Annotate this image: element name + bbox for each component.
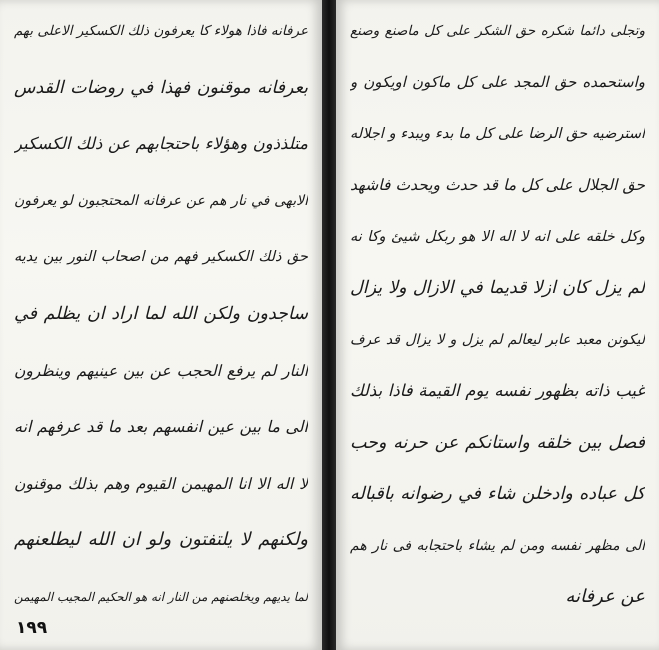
text-line: النار لم يرفع الحجب عن بين عينيهم وينظرون xyxy=(14,361,308,380)
text-line: الى مظهر نفسه ومن لم یشاء باحتجابه فی نار هم xyxy=(350,537,645,554)
right-page-text-block xyxy=(350,18,645,610)
text-line: بعرفانه موقنون فهذا في روضات القدس xyxy=(14,77,308,98)
book-gutter xyxy=(322,0,336,650)
text-line: فصل بین خلقه واستانکم عن حرنه وحب xyxy=(350,432,645,453)
text-line: ولکنهم لا يلتفتون ولو ان الله ليطلعنهم xyxy=(14,529,308,551)
left-page-text-block xyxy=(14,18,308,610)
text-line: متلذذون وهؤلاء باحتجابهم عن ذلك الکسکیر xyxy=(14,134,308,154)
text-line: عن عرفانه xyxy=(565,585,645,607)
text-line: حق الجلال علی کل ما قد حدث ویحدث فاشهد xyxy=(350,176,645,195)
text-line: لا اله الا انا المهيمن القيوم وهم بذلك موقنون xyxy=(14,474,308,493)
right-page xyxy=(336,0,659,650)
text-line: حق ذلك الکسکیر فهم من اصحاب النور بين يديه xyxy=(14,249,308,266)
text-line: لم یزل کان ازلا قدیما في الازال ولا یزال xyxy=(350,278,645,299)
text-line: واستحمده حق المجد علی کل ماکون اویکون و xyxy=(350,73,645,92)
folio-number: ١٩٩ xyxy=(16,618,48,638)
text-line: عرفانه فاذا هولاء کا یعرفون ذلك الکسکیر الاعلی بهم xyxy=(14,23,308,39)
text-line: الابهی في نار هم عن عرفانه المحتجبون لو يعرفون xyxy=(14,192,308,209)
text-line: وتجلی دائما شکره حق الشکر على كل ماصنع وصنع xyxy=(350,23,645,39)
text-line: لیکونن معبد عابر ليعالم لم یزل و لا یزال قد عرف xyxy=(350,331,645,348)
left-page xyxy=(0,0,322,650)
text-line: غیب ذاته بظهور نفسه یوم القیمة فاذا بذلك xyxy=(350,381,645,401)
text-line: استرضیه حق الرضا على كل ما بدء ویبدء و اجلاله xyxy=(350,125,645,142)
text-line: لما يديهم ويخلصنهم من النار انه هو الحکیم المجيب المهيمن xyxy=(14,589,308,604)
text-line: کل عباده وادخلن شاء في رضوانه باقباله xyxy=(350,484,645,505)
text-line: ساجدون ولکن الله لما اراد ان یظلم في xyxy=(14,303,308,324)
text-line: الى ما بين عين انفسهم بعد ما قد عرفهم انه xyxy=(14,417,308,437)
text-line: وکل خلقه على انه لا اله الا هو ربکل شیئ وکا نه xyxy=(350,228,645,245)
